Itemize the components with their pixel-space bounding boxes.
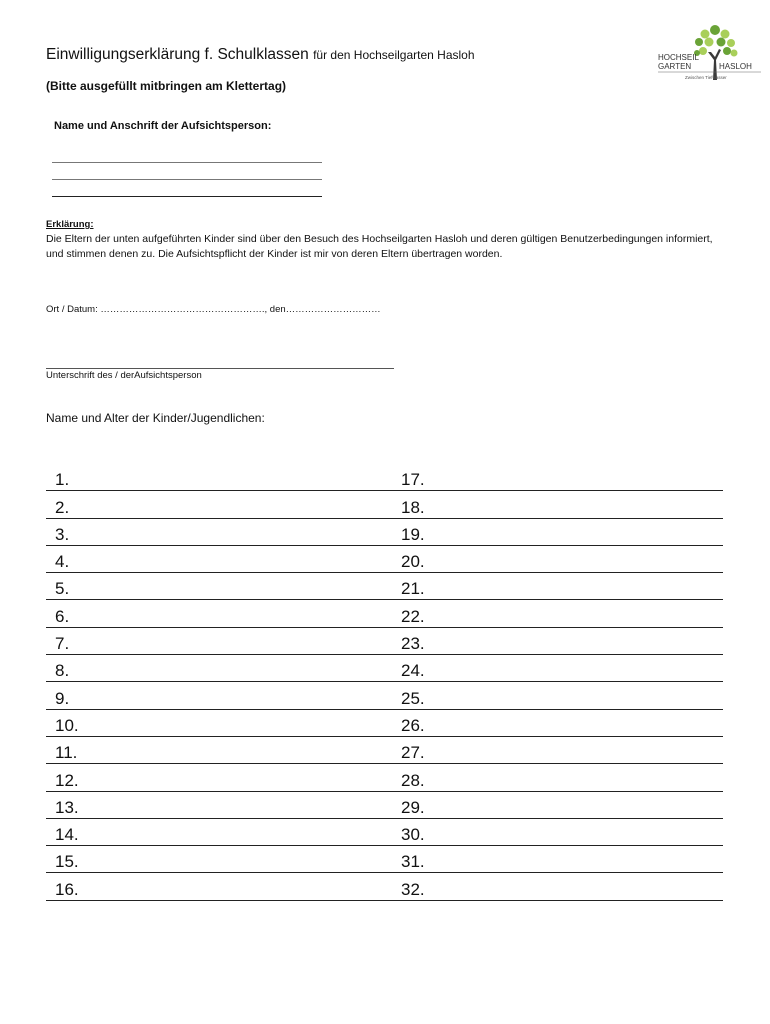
- kid-entry-field[interactable]: 24.: [392, 655, 723, 682]
- title-main: Einwilligungserklärung f. Schulklassen: [46, 46, 309, 63]
- title-sub: für den Hochseilgarten Hasloh: [313, 48, 475, 62]
- kid-entry-field[interactable]: 29.: [392, 791, 723, 818]
- kid-entry-field[interactable]: 19.: [392, 518, 723, 545]
- table-row: [46, 491, 723, 518]
- hochseilgarten-logo: [655, 22, 763, 84]
- kid-entry-field[interactable]: 21.: [392, 573, 723, 600]
- place-date-field[interactable]: Ort / Datum: ……………………………………………., den…………………………: [46, 304, 381, 315]
- logo-tagline: Zwischen Tiefwasser: [685, 75, 727, 80]
- kid-entry-field[interactable]: 30.: [392, 818, 723, 845]
- table-row: [46, 545, 723, 572]
- logo-line3: HASLOH: [719, 62, 752, 71]
- kid-entry-field[interactable]: 17.: [392, 464, 723, 491]
- kid-entry-field[interactable]: 31.: [392, 846, 723, 873]
- table-row: [46, 846, 723, 873]
- kid-entry-field[interactable]: 14.: [46, 818, 392, 845]
- table-row: [46, 736, 723, 763]
- table-row: [46, 873, 723, 900]
- table-row: [46, 655, 723, 682]
- subtitle: (Bitte ausgefüllt mitbringen am Klettertag): [46, 79, 287, 93]
- logo-line2: GARTEN: [658, 62, 692, 71]
- kid-entry-field[interactable]: 3.: [46, 518, 392, 545]
- kid-entry-field[interactable]: 16.: [46, 873, 392, 900]
- table-row: [46, 709, 723, 736]
- signature-label: Unterschrift des / derAufsichtsperson: [46, 370, 202, 381]
- kid-entry-field[interactable]: 15.: [46, 846, 392, 873]
- kid-entry-field[interactable]: 32.: [392, 873, 723, 900]
- table-row: [46, 464, 723, 491]
- kids-label: Name und Alter der Kinder/Jugendlichen:: [46, 411, 265, 425]
- supervisor-label: Name und Anschrift der Aufsichtsperson:: [54, 120, 272, 132]
- table-row: [46, 573, 723, 600]
- kid-entry-field[interactable]: 7.: [46, 627, 392, 654]
- table-row: [46, 600, 723, 627]
- table-row: [46, 764, 723, 791]
- declaration-text: Die Eltern der unten aufgeführten Kinder sind über den Besuch des Hochseilgarten Hasloh und deren gültigen Benutzerbedingungen informiert, und stimmen denen zu. Die Aufsichtspflicht der Kinder ist mir von deren Eltern übertragen worden.: [46, 233, 713, 260]
- kid-entry-field[interactable]: 20.: [392, 545, 723, 572]
- kid-entry-field[interactable]: 6.: [46, 600, 392, 627]
- kid-entry-field[interactable]: 13.: [46, 791, 392, 818]
- kid-entry-field[interactable]: 27.: [392, 736, 723, 763]
- kid-entry-field[interactable]: 5.: [46, 573, 392, 600]
- kids-table: [46, 464, 723, 901]
- kid-entry-field[interactable]: 18.: [392, 491, 723, 518]
- kid-entry-field[interactable]: 23.: [392, 627, 723, 654]
- table-row: [46, 791, 723, 818]
- table-row: [46, 518, 723, 545]
- declaration-heading: Erklärung:: [46, 219, 94, 230]
- signature-line[interactable]: [46, 368, 394, 369]
- kid-entry-field[interactable]: 10.: [46, 709, 392, 736]
- page-title: [46, 46, 475, 64]
- table-row: [46, 818, 723, 845]
- table-row: [46, 682, 723, 709]
- kid-entry-field[interactable]: 28.: [392, 764, 723, 791]
- kid-entry-field[interactable]: 11.: [46, 736, 392, 763]
- kid-entry-field[interactable]: 4.: [46, 545, 392, 572]
- kid-entry-field[interactable]: 25.: [392, 682, 723, 709]
- supervisor-line-2[interactable]: [52, 179, 322, 180]
- logo-line1: HOCHSEIL: [658, 53, 699, 62]
- kid-entry-field[interactable]: 26.: [392, 709, 723, 736]
- kid-entry-field[interactable]: 8.: [46, 655, 392, 682]
- kid-entry-field[interactable]: 9.: [46, 682, 392, 709]
- kid-entry-field[interactable]: 22.: [392, 600, 723, 627]
- supervisor-line-1[interactable]: [52, 162, 322, 163]
- kid-entry-field[interactable]: 2.: [46, 491, 392, 518]
- kid-entry-field[interactable]: 1.: [46, 464, 392, 491]
- supervisor-line-3[interactable]: [52, 196, 322, 197]
- table-row: [46, 627, 723, 654]
- kid-entry-field[interactable]: 12.: [46, 764, 392, 791]
